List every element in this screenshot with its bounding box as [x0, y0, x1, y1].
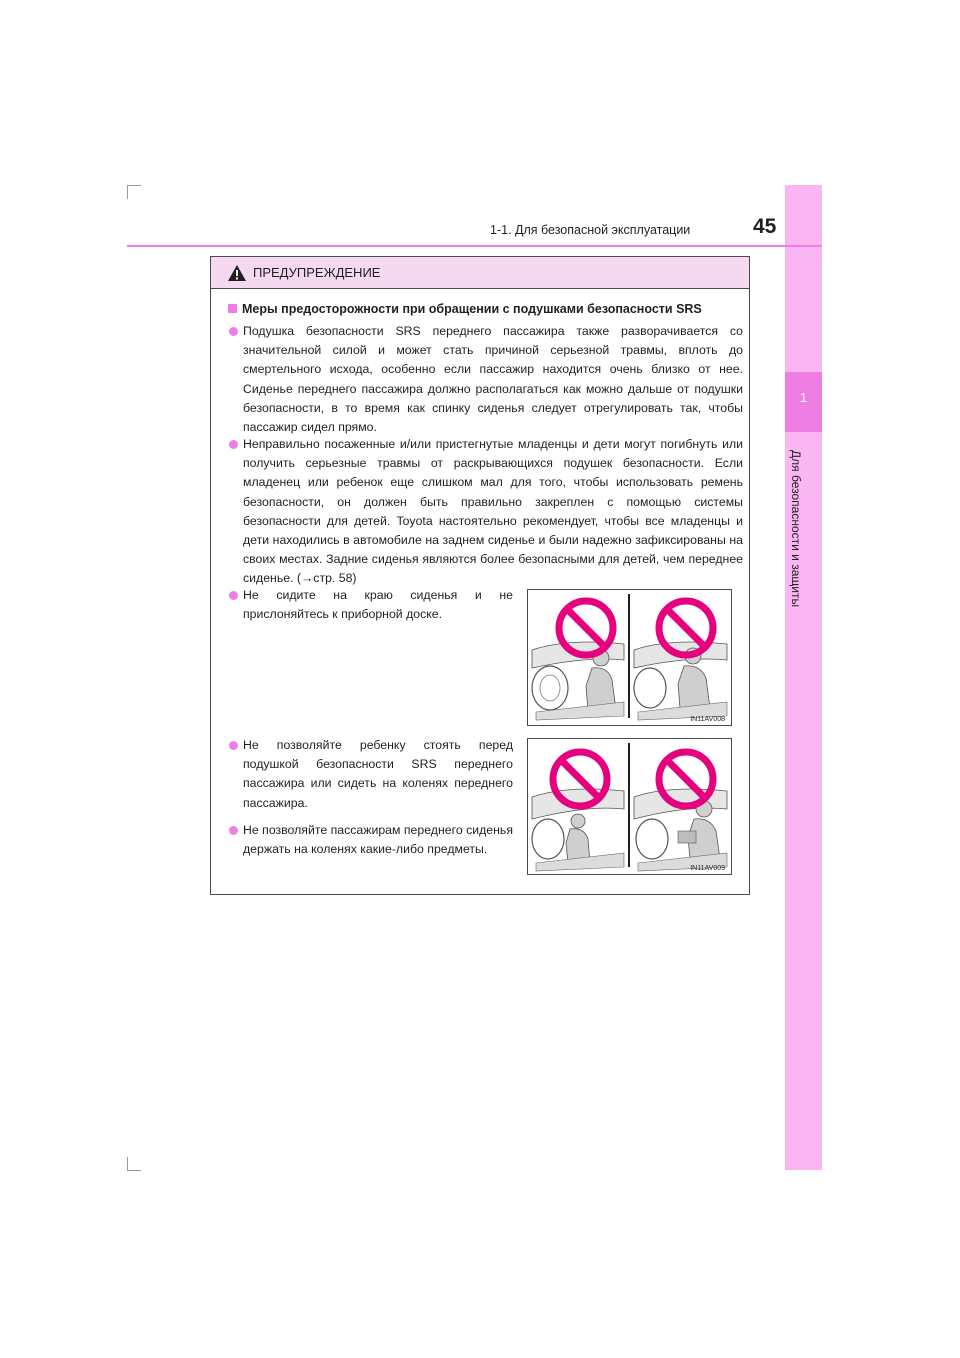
crop-mark-bottom-left-v [127, 1157, 128, 1171]
warning-header [211, 257, 749, 289]
figure-code: IN11AV009 [690, 865, 725, 872]
illustration-drawing [528, 739, 731, 874]
page-number: 45 [753, 215, 777, 238]
bullet-text-child-standing: Не позволяйте ребенку стоять перед подушкой безопасности SRS переднего пассажира или сидеть на коленях переднего пассажира. [243, 738, 513, 810]
section-header: 1-1. Для безопасной эксплуатации [490, 223, 691, 237]
bullet-icon [229, 437, 241, 449]
bullet-icon [229, 823, 241, 835]
chapter-title: Для безопасности и защиты [789, 450, 803, 608]
header-rule [127, 245, 822, 247]
bullet-icon [229, 324, 241, 336]
warning-triangle-icon [227, 264, 247, 282]
illustration-leaning-forward [527, 589, 732, 726]
illustration-drawing [528, 590, 731, 725]
warning-box [210, 256, 750, 895]
section-title-text: Меры предосторожности при обращении с подушками безопасности SRS [242, 302, 702, 316]
crop-mark-top-left-h [127, 185, 141, 186]
bullet-text-objects-on-lap: Не позволяйте пассажирам переднего сиденья держать на коленях какие-либо предметы. [243, 823, 513, 857]
bullet-icon [229, 588, 241, 600]
illustration-child-and-objects [527, 738, 732, 875]
figure-code: IN11AV008 [690, 716, 725, 723]
bullet-text-seat-edge: Не сидите на краю сиденья и не прислоняйтесь к приборной доске. [243, 588, 513, 622]
chapter-side-tab [785, 185, 822, 1170]
warning-title: ПРЕДУПРЕЖДЕНИЕ [253, 265, 381, 280]
bullet-icon [229, 738, 241, 750]
crop-mark-top-left-v [127, 185, 128, 199]
crop-mark-bottom-left-h [127, 1170, 141, 1171]
bullet-text-children: Неправильно посаженные и/или пристегнутые младенцы и дети могут погибнуть или получить серьезные травмы от раскрывающихся подушек безопасности. Если младенец или ребенок еще слишком мал для того, чтобы использовать ремень безопасности, он должен быть правильно закреплен с помощью системы безопасности для детей. Toyota настоятельно рекомендует, чтобы все младенцы и дети находились в автомобиле на заднем сиденье и были надежно зафиксированы на своих местах. Задние сиденья являются более безопасными для детей, чем переднее сиденье. (→стр. 58) [243, 437, 743, 586]
section-title [228, 302, 702, 316]
square-bullet-icon [228, 304, 237, 313]
chapter-number: 1 [799, 390, 808, 405]
bullet-text-airbag-force: Подушка безопасности SRS переднего пассажира также разворачивается со значительной силой и может стать причиной серьезной травмы, вплоть до смертельного исхода, особенно если пассажир находится очень близко от нее. Сиденье переднего пассажира должно располагаться как можно дальше от подушки безопасности, в то время как спинку сиденья следует отрегулировать так, чтобы пассажир сидел прямо. [243, 324, 743, 435]
